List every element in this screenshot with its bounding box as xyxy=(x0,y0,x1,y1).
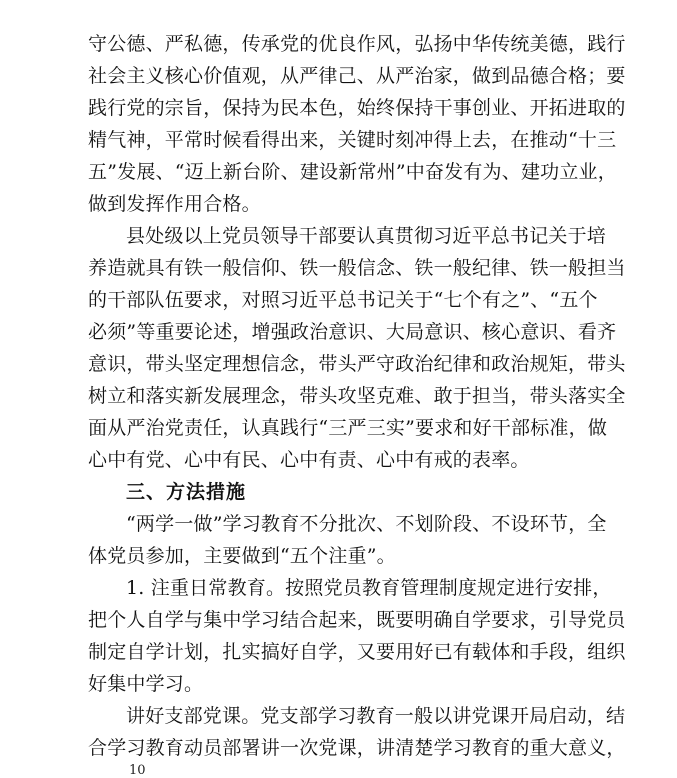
text-line: 践行党的宗旨，保持为民本色，始终保持干事创业、开拓进取的 xyxy=(88,97,626,119)
text-line: 好集中学习。 xyxy=(88,673,204,695)
text-line: 面从严治党责任，认真践行“三严三实”要求和好干部标准，做 xyxy=(88,417,608,439)
paragraph-first-line: 讲好支部党课。党支部学习教育一般以讲党课开局启动，结 xyxy=(126,705,626,727)
text-line: 五”发展、“迈上新台阶、建设新常州”中奋发有为、建功立业， xyxy=(88,161,617,183)
text-line: 社会主义核心价值观，从严律己、从严治家，做到品德合格；要 xyxy=(88,65,626,87)
page-number: 10 xyxy=(129,763,146,778)
text-line: 意识，带头坚定理想信念，带头严守政治纪律和政治规矩，带头 xyxy=(88,353,626,375)
text-line: 心中有党、心中有民、心中有责、心中有戒的表率。 xyxy=(88,449,530,471)
text-line: 制定自学计划，扎实搞好自学，又要用好已有载体和手段，组织 xyxy=(88,641,626,663)
section-heading: 三、方法措施 xyxy=(126,481,247,503)
text-line: 养造就具有铁一般信仰、铁一般信念、铁一般纪律、铁一般担当 xyxy=(88,257,626,279)
text-line: 树立和落实新发展理念，带头攻坚克难、敢于担当，带头落实全 xyxy=(88,385,626,407)
paragraph-first-line: “两学一做”学习教育不分批次、不划阶段、不设环节，全 xyxy=(126,513,607,535)
text-line: 合学习教育动员部署讲一次党课，讲清楚学习教育的重大意义， xyxy=(88,737,626,759)
paragraph-first-line: 县处级以上党员领导干部要认真贯彻习近平总书记关于培 xyxy=(126,225,607,247)
text-line: 把个人自学与集中学习结合起来，既要明确自学要求，引导党员 xyxy=(88,609,626,631)
text-line: 体党员参加，主要做到“五个注重”。 xyxy=(88,545,396,567)
text-line: 必须”等重要论述，增强政治意识、大局意识、核心意识、看齐 xyxy=(88,321,617,343)
text-line: 的干部队伍要求，对照习近平总书记关于“七个有之”、“五个 xyxy=(88,289,598,311)
text-line: 精气神，平常时候看得出来，关键时刻冲得上去，在推动“十三 xyxy=(88,129,617,151)
text-line: 守公德、严私德，传承党的优良作风，弘扬中华传统美德，践行 xyxy=(88,33,626,55)
text-line: 做到发挥作用合格。 xyxy=(88,193,261,215)
paragraph-first-line: 1. 注重日常教育。按照党员教育管理制度规定进行安排， xyxy=(126,577,612,599)
